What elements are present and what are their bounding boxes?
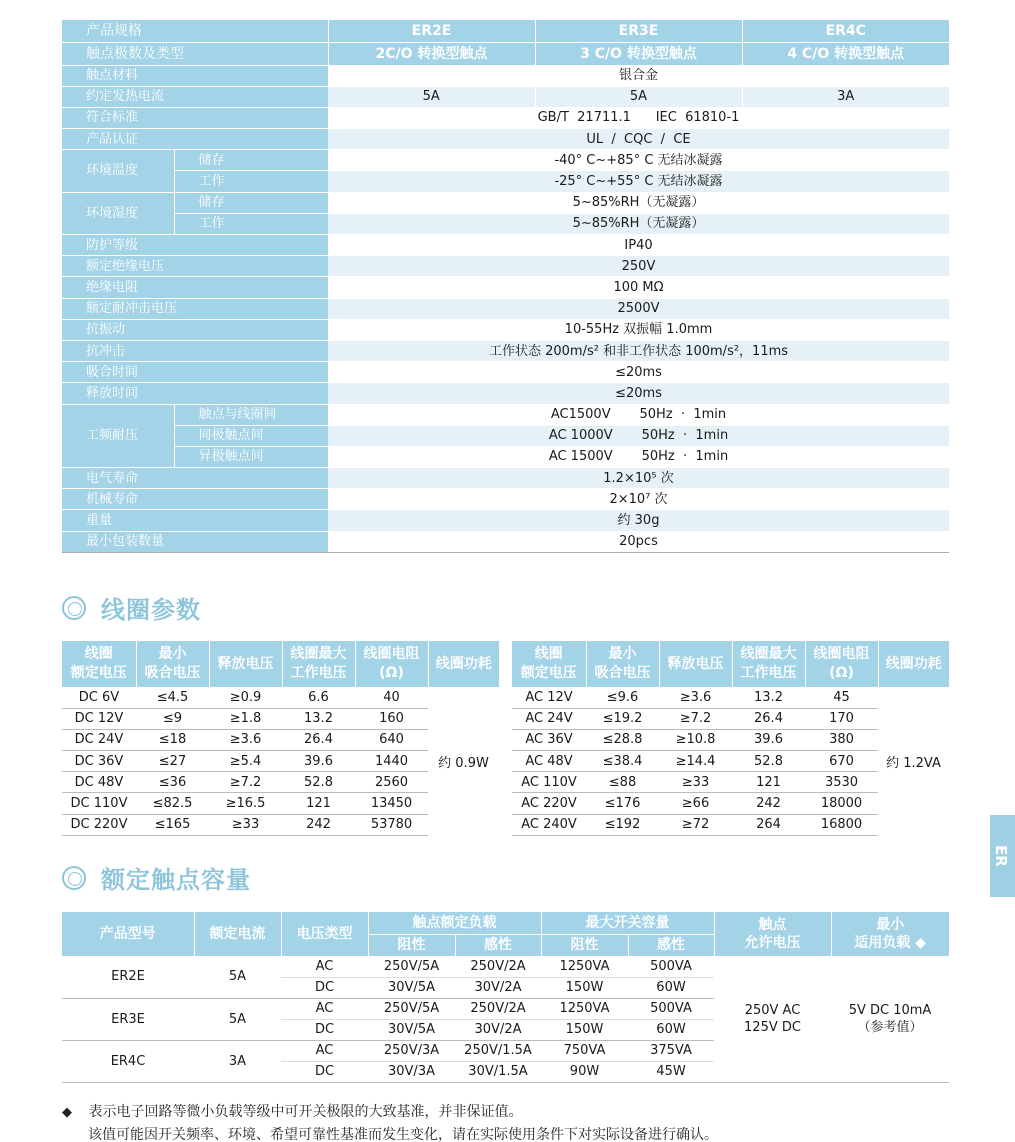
- spec-row: [62, 192, 949, 213]
- contact-type-er3e: 3 C/O 转换型触点: [535, 43, 742, 66]
- spec-sublabel: 异极触点间: [174, 446, 328, 467]
- spec-value: 约 30g: [328, 510, 949, 531]
- spec-value: AC 1500V 50Hz · 1min: [328, 446, 949, 467]
- spec-sublabel: 触点与线圈间: [174, 404, 328, 425]
- cap-header-vtype: 电压类型: [281, 912, 368, 956]
- capacity-model: ER3E: [62, 998, 194, 1040]
- coil-section-heading: [62, 590, 201, 625]
- spec-label: 最小包装数量: [62, 531, 328, 552]
- spec-label: 触点材料: [62, 65, 328, 86]
- capacity-cell: 90W: [541, 1061, 628, 1082]
- spec-header-row: [62, 20, 949, 43]
- coil-cell: ≤9: [136, 708, 209, 729]
- coil-header-cell: 释放电压: [209, 641, 282, 687]
- spec-contact-type-row: [62, 43, 949, 66]
- capacity-section-heading: [62, 860, 251, 895]
- coil-cell: DC 24V: [62, 729, 136, 750]
- spec-row: [62, 468, 949, 489]
- capacity-cell: 250V/3A: [368, 1040, 455, 1061]
- coil-cell: ≥7.2: [209, 772, 282, 793]
- cap-header-min-load: 最小 适用负载 ◆: [831, 912, 949, 956]
- coil-cell: DC 12V: [62, 708, 136, 729]
- coil-cell: ≥72: [659, 814, 732, 835]
- coil-cell: AC 220V: [512, 793, 586, 814]
- contact-type-label: 触点极数及类型: [62, 43, 328, 66]
- coil-power-value: 约 1.2VA: [886, 755, 941, 771]
- capacity-section-title: 额定触点容量: [101, 866, 251, 894]
- coil-cell: 640: [355, 729, 428, 750]
- coil-cell: 3530: [805, 772, 878, 793]
- footnote-text: 表示电子回路等微小负载等级中可开关极限的大致基准，并非保证值。: [88, 1104, 523, 1120]
- coil-cell: AC 48V: [512, 751, 586, 772]
- capacity-cell: DC: [281, 1061, 368, 1082]
- spec-row: [62, 235, 949, 256]
- spec-sublabel: 储存: [174, 192, 328, 213]
- spec-label: 防护等级: [62, 235, 328, 256]
- coil-cell: ≥3.6: [209, 729, 282, 750]
- coil-cell: 160: [355, 708, 428, 729]
- capacity-cell: 60W: [628, 1019, 714, 1040]
- spec-label: 工频耐压: [62, 404, 174, 468]
- footnote: [62, 1101, 718, 1142]
- coil-cell: 13.2: [282, 708, 355, 729]
- coil-cell: 170: [805, 708, 878, 729]
- capacity-header-row: [62, 912, 949, 934]
- coil-cell: 53780: [355, 814, 428, 835]
- capacity-cell: 45W: [628, 1061, 714, 1082]
- spec-row: [62, 340, 949, 361]
- spec-row: [62, 298, 949, 319]
- capacity-cell: 30V/5A: [368, 1019, 455, 1040]
- capacity-cell: 250V/2A: [455, 998, 541, 1019]
- capacity-cell: 500VA: [628, 998, 714, 1019]
- capacity-current: 3A: [194, 1040, 281, 1082]
- coil-header-cell: 线圈 额定电压: [62, 641, 136, 687]
- coil-cell: 242: [282, 814, 355, 835]
- coil-cell: 2560: [355, 772, 428, 793]
- spec-row: [62, 531, 949, 552]
- coil-cell: DC 36V: [62, 751, 136, 772]
- coil-cell: 52.8: [732, 751, 805, 772]
- cap-header-inductive: 感性: [628, 934, 714, 956]
- cap-header-current: 额定电流: [194, 912, 281, 956]
- spec-value: 3A: [742, 86, 949, 107]
- coil-cell: ≤4.5: [136, 687, 209, 708]
- circle-bullet-icon: [62, 596, 86, 620]
- coil-cell: ≤27: [136, 751, 209, 772]
- spec-label: 额定绝缘电压: [62, 256, 328, 277]
- capacity-cell: 30V/3A: [368, 1061, 455, 1082]
- spec-row: [62, 510, 949, 531]
- capacity-cell: AC: [281, 998, 368, 1019]
- coil-cell: ≥0.9: [209, 687, 282, 708]
- capacity-cell: DC: [281, 977, 368, 998]
- coil-header-cell: 线圈电阻 (Ω): [805, 641, 878, 687]
- spec-value: 250V: [328, 256, 949, 277]
- coil-cell: 16800: [805, 814, 878, 835]
- coil-cell: ≥14.4: [659, 751, 732, 772]
- capacity-current: 5A: [194, 998, 281, 1040]
- coil-header-cell: 线圈功耗: [428, 641, 499, 687]
- spec-label: 释放时间: [62, 383, 328, 404]
- coil-cell: 242: [732, 793, 805, 814]
- coil-cell: ≤38.4: [586, 751, 659, 772]
- capacity-cell: 750VA: [541, 1040, 628, 1061]
- coil-cell: AC 24V: [512, 708, 586, 729]
- cap-header-max-switch: 最大开关容量: [541, 912, 714, 934]
- coil-cell: ≤36: [136, 772, 209, 793]
- coil-cell: DC 48V: [62, 772, 136, 793]
- spec-value: 1.2×10⁵ 次: [328, 468, 949, 489]
- coil-cell: ≥16.5: [209, 793, 282, 814]
- coil-cell: AC 110V: [512, 772, 586, 793]
- coil-cell: 13450: [355, 793, 428, 814]
- cap-header-inductive: 感性: [455, 934, 541, 956]
- coil-cell: 26.4: [282, 729, 355, 750]
- coil-header-cell: 释放电压: [659, 641, 732, 687]
- coil-table-dc: [62, 641, 499, 836]
- coil-cell: ≥66: [659, 793, 732, 814]
- spec-label: 约定发热电流: [62, 86, 328, 107]
- spec-sublabel: 工作: [174, 213, 328, 234]
- spec-label: 产品认证: [62, 129, 328, 150]
- spec-row: [62, 362, 949, 383]
- spec-value: 5A: [535, 86, 742, 107]
- spec-header-er3e: ER3E: [535, 20, 742, 43]
- spec-value: 银合金: [328, 65, 949, 86]
- capacity-cell: 150W: [541, 1019, 628, 1040]
- spec-row: [62, 425, 949, 446]
- spec-row: [62, 150, 949, 171]
- coil-header-cell: 最小 吸合电压: [586, 641, 659, 687]
- spec-row: [62, 65, 949, 86]
- spec-value: AC 1000V 50Hz · 1min: [328, 425, 949, 446]
- coil-cell: 39.6: [282, 751, 355, 772]
- allow-voltage-value: 250V AC 125V DC: [714, 956, 831, 1082]
- spec-value: 20pcs: [328, 531, 949, 552]
- cap-header-resistive: 阻性: [541, 934, 628, 956]
- spec-row: [62, 171, 949, 192]
- coil-header-cell: 线圈功耗: [878, 641, 949, 687]
- capacity-model: ER2E: [62, 956, 194, 998]
- coil-cell: ≤82.5: [136, 793, 209, 814]
- coil-cell: 1440: [355, 751, 428, 772]
- spec-row: [62, 256, 949, 277]
- footnote-line: [62, 1101, 718, 1124]
- coil-cell: 45: [805, 687, 878, 708]
- coil-cell: 121: [732, 772, 805, 793]
- spec-row: [62, 383, 949, 404]
- coil-cell: ≥5.4: [209, 751, 282, 772]
- coil-cell: DC 220V: [62, 814, 136, 835]
- spec-row: [62, 404, 949, 425]
- spec-label: 符合标准: [62, 107, 328, 128]
- capacity-cell: 30V/2A: [455, 977, 541, 998]
- spec-value: 100 MΩ: [328, 277, 949, 298]
- spec-label: 抗振动: [62, 319, 328, 340]
- capacity-cell: 1250VA: [541, 956, 628, 977]
- capacity-current: 5A: [194, 956, 281, 998]
- coil-header-cell: 线圈最大 工作电压: [732, 641, 805, 687]
- spec-value: 5~85%RH（无凝露）: [328, 192, 949, 213]
- spec-label: 抗冲击: [62, 340, 328, 361]
- coil-header-cell: 线圈电阻 (Ω): [355, 641, 428, 687]
- spec-value: IP40: [328, 235, 949, 256]
- spec-label: 环境湿度: [62, 192, 174, 234]
- coil-cell: ≥7.2: [659, 708, 732, 729]
- cap-header-model: 产品型号: [62, 912, 194, 956]
- coil-section-title: 线圈参数: [101, 596, 201, 624]
- spec-row: [62, 446, 949, 467]
- coil-cell: DC 6V: [62, 687, 136, 708]
- spec-row: [62, 489, 949, 510]
- spec-label: 绝缘电阻: [62, 277, 328, 298]
- capacity-cell: 250V/5A: [368, 998, 455, 1019]
- spec-value: ≤20ms: [328, 383, 949, 404]
- cap-header-rated-load: 触点额定负载: [368, 912, 541, 934]
- spec-label: 电气寿命: [62, 468, 328, 489]
- spec-label: 机械寿命: [62, 489, 328, 510]
- coil-cell: 26.4: [732, 708, 805, 729]
- coil-cell: 18000: [805, 793, 878, 814]
- coil-cell: ≤9.6: [586, 687, 659, 708]
- spec-sublabel: 同极触点间: [174, 425, 328, 446]
- coil-header-cell: 线圈最大 工作电压: [282, 641, 355, 687]
- coil-row: [62, 687, 499, 708]
- spec-value: 工作状态 200m/s² 和非工作状态 100m/s²，11ms: [328, 340, 949, 361]
- capacity-cell: 30V/1.5A: [455, 1061, 541, 1082]
- coil-header-cell: 最小 吸合电压: [136, 641, 209, 687]
- capacity-cell: 60W: [628, 977, 714, 998]
- capacity-cell: 150W: [541, 977, 628, 998]
- spec-label: 环境温度: [62, 150, 174, 192]
- coil-cell: 670: [805, 751, 878, 772]
- coil-cell: ≤18: [136, 729, 209, 750]
- spec-row: [62, 86, 949, 107]
- coil-cell: 264: [732, 814, 805, 835]
- coil-cell: 380: [805, 729, 878, 750]
- spec-value: 10-55Hz 双振幅 1.0mm: [328, 319, 949, 340]
- coil-cell: ≥3.6: [659, 687, 732, 708]
- coil-cell: ≤165: [136, 814, 209, 835]
- spec-table: [62, 20, 949, 553]
- capacity-cell: DC: [281, 1019, 368, 1040]
- coil-cell: 40: [355, 687, 428, 708]
- capacity-cell: 30V/2A: [455, 1019, 541, 1040]
- capacity-cell: 250V/2A: [455, 956, 541, 977]
- coil-table-ac: [512, 641, 949, 836]
- capacity-cell: 1250VA: [541, 998, 628, 1019]
- coil-cell: 121: [282, 793, 355, 814]
- spec-value: -40° C~+85° C 无结冰凝露: [328, 150, 949, 171]
- spec-row: [62, 213, 949, 234]
- coil-power-value: 约 0.9W: [438, 755, 489, 771]
- cap-header-allow-voltage: 触点 允许电压: [714, 912, 831, 956]
- circle-bullet-icon: [62, 866, 86, 890]
- capacity-model: ER4C: [62, 1040, 194, 1082]
- coil-cell: 39.6: [732, 729, 805, 750]
- spec-value: ≤20ms: [328, 362, 949, 383]
- coil-cell: AC 12V: [512, 687, 586, 708]
- coil-header-cell: 线圈 额定电压: [512, 641, 586, 687]
- capacity-cell: AC: [281, 1040, 368, 1061]
- coil-cell: ≥1.8: [209, 708, 282, 729]
- coil-cell: ≤19.2: [586, 708, 659, 729]
- spec-sublabel: 储存: [174, 150, 328, 171]
- capacity-cell: 250V/1.5A: [455, 1040, 541, 1061]
- spec-label: 重量: [62, 510, 328, 531]
- contact-type-er2e: 2C/O 转换型触点: [328, 43, 535, 66]
- spec-header-er4c: ER4C: [742, 20, 949, 43]
- capacity-cell: 30V/5A: [368, 977, 455, 998]
- spec-row: [62, 107, 949, 128]
- spec-value: 5A: [328, 86, 535, 107]
- spec-sublabel: 工作: [174, 171, 328, 192]
- capacity-row: [62, 956, 949, 977]
- coil-cell: ≤88: [586, 772, 659, 793]
- coil-cell: ≤176: [586, 793, 659, 814]
- coil-cell: DC 110V: [62, 793, 136, 814]
- spec-label: 额定耐冲击电压: [62, 298, 328, 319]
- spec-value: 2500V: [328, 298, 949, 319]
- cap-header-resistive: 阻性: [368, 934, 455, 956]
- coil-cell: ≤28.8: [586, 729, 659, 750]
- coil-header-row: [62, 641, 499, 687]
- spec-value: 2×10⁷ 次: [328, 489, 949, 510]
- capacity-cell: 500VA: [628, 956, 714, 977]
- spec-label: 吸合时间: [62, 362, 328, 383]
- coil-cell: ≥10.8: [659, 729, 732, 750]
- coil-row: [512, 687, 949, 708]
- spec-header-er2e: ER2E: [328, 20, 535, 43]
- capacity-table: [62, 912, 949, 1083]
- diamond-icon: ◆: [62, 1105, 72, 1120]
- capacity-cell: 375VA: [628, 1040, 714, 1061]
- spec-value: 5~85%RH（无凝露）: [328, 213, 949, 234]
- capacity-cell: 250V/5A: [368, 956, 455, 977]
- min-load-value: 5V DC 10mA （参考值）: [831, 956, 949, 1082]
- footnote-text-2: 该值可能因开关频率、环境、希望可靠性基准而发生变化，请在实际使用条件下对实际设备进行确认。: [88, 1127, 718, 1142]
- coil-cell: ≥33: [209, 814, 282, 835]
- spec-row: [62, 319, 949, 340]
- spec-value: UL / CQC / CE: [328, 129, 949, 150]
- coil-cell: ≤192: [586, 814, 659, 835]
- coil-cell: 6.6: [282, 687, 355, 708]
- contact-type-er4c: 4 C/O 转换型触点: [742, 43, 949, 66]
- capacity-cell: AC: [281, 956, 368, 977]
- coil-cell: 52.8: [282, 772, 355, 793]
- spec-value: GB/T 21711.1 IEC 61810-1: [328, 107, 949, 128]
- spec-value: -25° C~+55° C 无结冰凝露: [328, 171, 949, 192]
- coil-cell: 13.2: [732, 687, 805, 708]
- coil-cell: AC 240V: [512, 814, 586, 835]
- spec-row: [62, 129, 949, 150]
- spec-row: [62, 277, 949, 298]
- side-tab-label: ER: [992, 845, 1010, 867]
- spec-value: AC1500V 50Hz · 1min: [328, 404, 949, 425]
- coil-cell: ≥33: [659, 772, 732, 793]
- coil-header-row: [512, 641, 949, 687]
- side-tab-er: [990, 815, 1015, 897]
- spec-header-label: 产品规格: [62, 20, 328, 43]
- coil-cell: AC 36V: [512, 729, 586, 750]
